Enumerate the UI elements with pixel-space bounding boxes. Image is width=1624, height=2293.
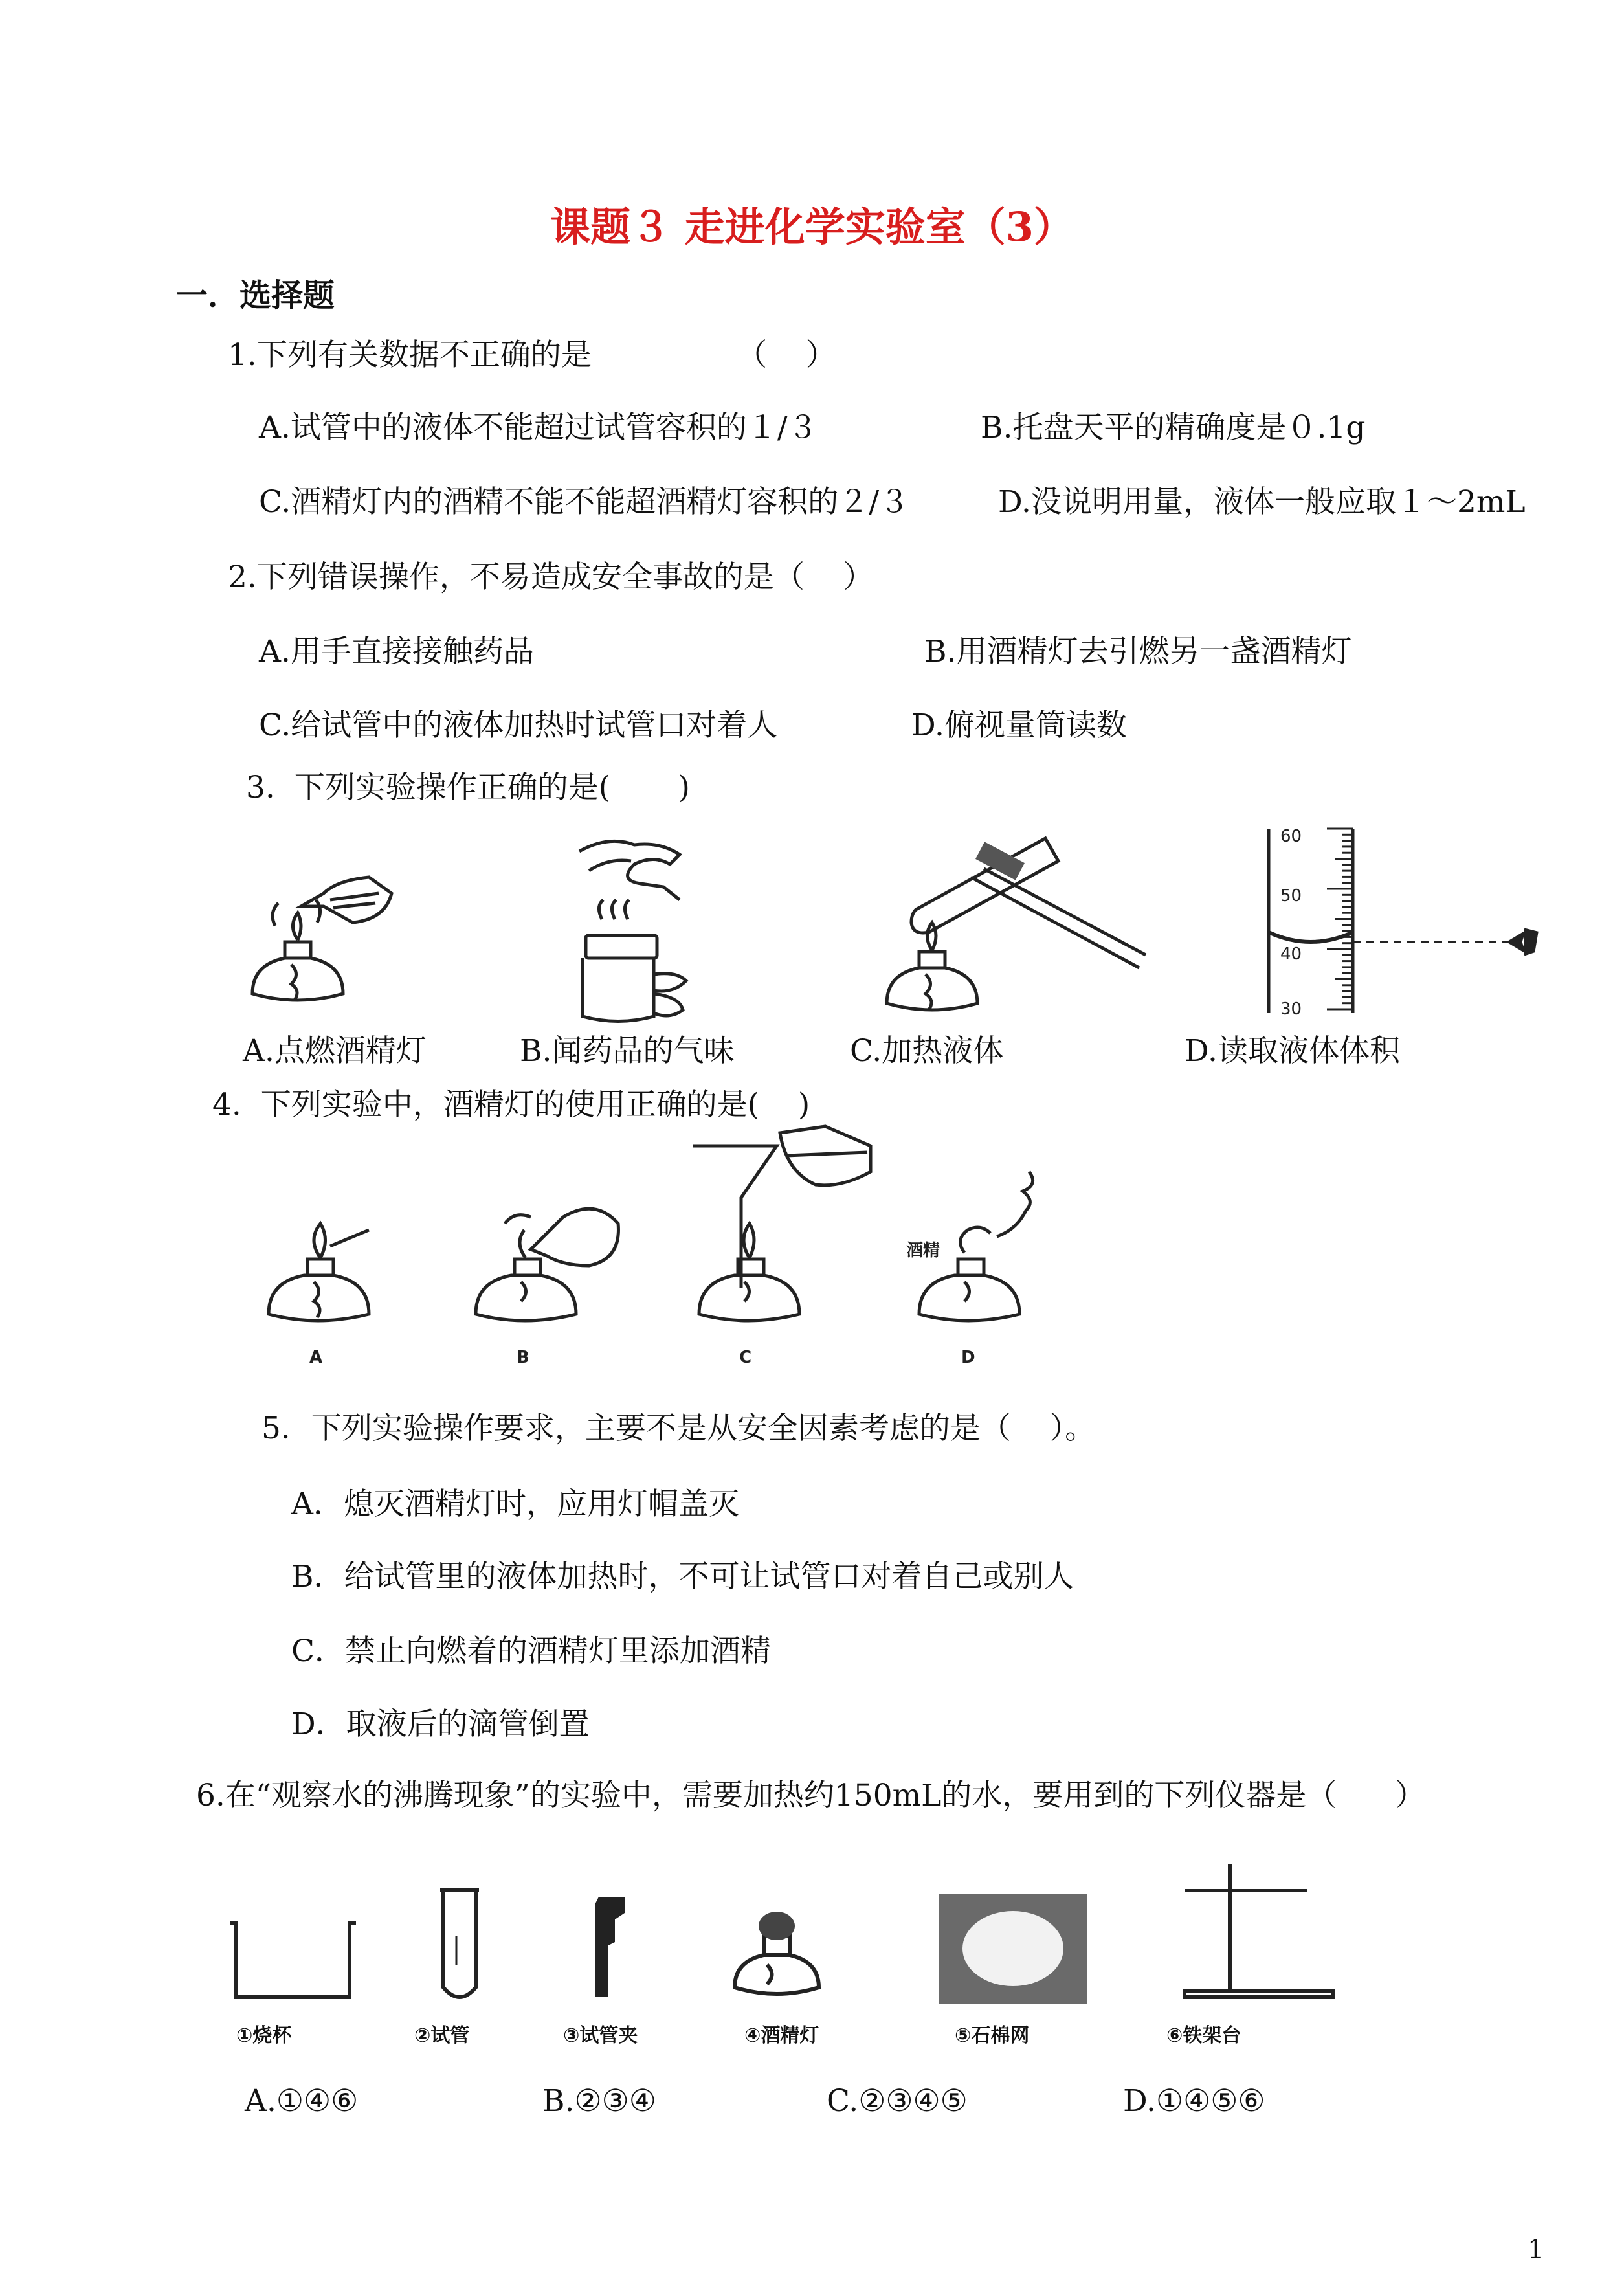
instrument-label-tube-holder: ③试管夹 bbox=[563, 2024, 638, 2047]
instrument-label-asbestos-gauze: ⑤石棉网 bbox=[955, 2024, 1030, 2047]
q6-figure-instruments bbox=[220, 1858, 1359, 2013]
cylinder-tick-label: 50 bbox=[1280, 886, 1302, 906]
q3-stem: 3. 下列实验操作正确的是( ) bbox=[246, 770, 690, 805]
q6-option-d: D.①④⑤⑥ bbox=[1123, 2083, 1265, 2119]
q2-option-a: A.用手直接接触药品 bbox=[259, 634, 534, 669]
q4-figure-label-c: C bbox=[739, 1348, 752, 1367]
q6-option-c: C.②③④⑤ bbox=[827, 2083, 968, 2119]
q3-option-b: B.闻药品的气味 bbox=[520, 1033, 735, 1069]
q5-option-c: C．禁止向燃着的酒精灯里添加酒精 bbox=[291, 1633, 771, 1669]
q5-option-b: B．给试管里的液体加热时，不可让试管口对着自己或别人 bbox=[291, 1559, 1074, 1594]
instrument-label-test-tube: ②试管 bbox=[414, 2024, 470, 2047]
q3-figure-b-smelling bbox=[550, 835, 706, 1029]
q4-stem: 4. 下列实验中，酒精灯的使用正确的是( ) bbox=[212, 1087, 810, 1123]
q2-option-d: D.俯视量筒读数 bbox=[911, 708, 1127, 743]
page-number: 1 bbox=[1528, 2235, 1544, 2265]
q4-figure-lamp-usage bbox=[259, 1126, 1100, 1372]
q1-option-d: D.没说明用量，液体一般应取１～2mL bbox=[998, 484, 1526, 520]
cylinder-tick-label: 30 bbox=[1280, 1000, 1302, 1019]
q2-option-b: B.用酒精灯去引燃另一盏酒精灯 bbox=[924, 634, 1352, 669]
q5-option-a: A．熄灭酒精灯时，应用灯帽盖灭 bbox=[291, 1486, 739, 1522]
q4-beaker-label: 酒精 bbox=[906, 1241, 940, 1260]
page-title: 课题３ 走进化学实验室（3） bbox=[550, 203, 1074, 251]
q2-option-c: C.给试管中的液体加热时试管口对着人 bbox=[259, 708, 778, 743]
instrument-label-iron-stand: ⑥铁架台 bbox=[1166, 2024, 1241, 2047]
q3-figure-a-lamp-lighting bbox=[239, 867, 408, 1029]
q4-figure-label-b: B bbox=[517, 1348, 529, 1367]
cylinder-tick-label: 60 bbox=[1280, 827, 1302, 846]
q3-option-d: D.读取液体体积 bbox=[1185, 1033, 1400, 1069]
q5-stem: 5．下列实验操作要求，主要不是从安全因素考虑的是（ ）。 bbox=[261, 1411, 1096, 1446]
q6-option-a: A.①④⑥ bbox=[245, 2083, 359, 2119]
q3-option-c: C.加热液体 bbox=[850, 1033, 1004, 1069]
q3-figure-d-graduated-cylinder bbox=[1230, 822, 1566, 1019]
q6-stem: 6.在“观察水的沸腾现象”的实验中，需要加热约150mL的水，要用到的下列仪器是（ ） bbox=[196, 1778, 1426, 1813]
q4-figure-label-a: A bbox=[309, 1348, 323, 1367]
section-heading: 一．选择题 bbox=[176, 276, 335, 314]
instrument-label-beaker: ①烧杯 bbox=[236, 2024, 292, 2047]
q4-figure-label-d: D bbox=[961, 1348, 975, 1367]
q5-option-d: D．取液后的滴管倒置 bbox=[291, 1706, 590, 1742]
q6-option-b: B.②③④ bbox=[542, 2083, 656, 2119]
q1-option-c: C.酒精灯内的酒精不能不能超酒精灯容积的２/３ bbox=[259, 484, 910, 520]
q3-figure-c-heating-liquid bbox=[867, 829, 1159, 1029]
q3-option-a: A.点燃酒精灯 bbox=[243, 1033, 427, 1069]
q1-stem: 1.下列有关数据不正确的是 （ ） bbox=[228, 337, 836, 373]
q1-option-a: A.试管中的液体不能超过试管容积的１/３ bbox=[259, 410, 818, 445]
q1-option-b: B.托盘天平的精确度是０.1g bbox=[981, 410, 1366, 445]
instrument-label-alcohol-lamp: ④酒精灯 bbox=[744, 2024, 819, 2047]
cylinder-tick-label: 40 bbox=[1280, 945, 1302, 964]
q2-stem: 2.下列错误操作，不易造成安全事故的是（ ） bbox=[228, 559, 874, 595]
